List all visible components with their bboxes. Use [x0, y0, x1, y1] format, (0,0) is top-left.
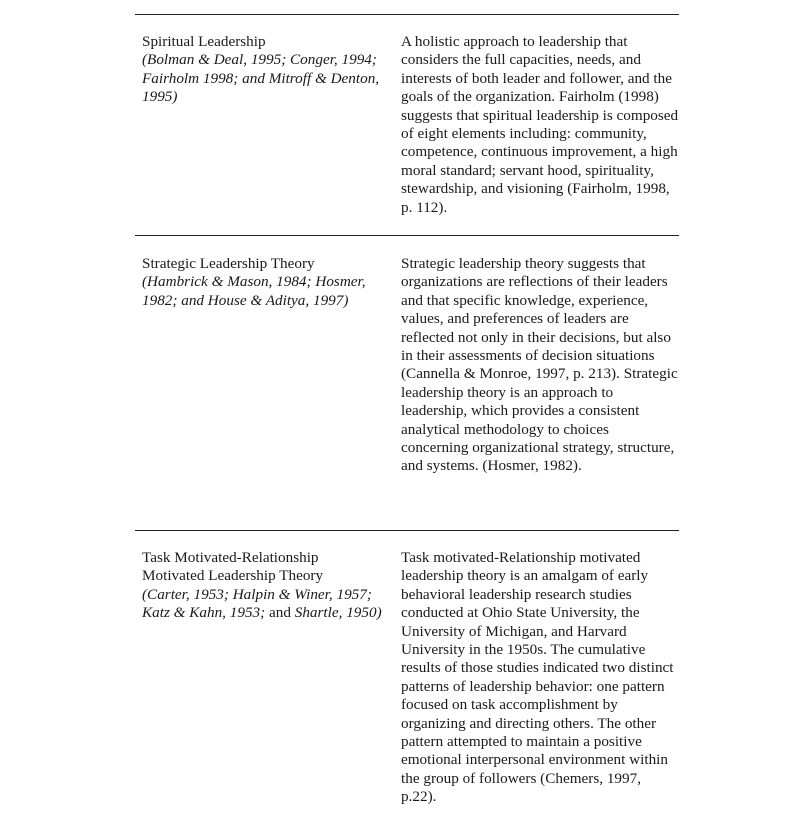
citation-italic: (Carter, 1953; Halpin & Winer, 1957; Katz & Kahn, 1953; — [142, 585, 372, 622]
citation-conjunction: and — [269, 604, 291, 622]
theory-description: A holistic approach to leadership that considers the full capacities, needs, and interests of both leader and follower, and the goals of the organization. Fairholm (1998) suggests that spiritual leadership is composed of eight elements including: community, competence, continuous improvement, a high moral standard; servant hood, spirituality, stewardship, and visioning (Fairholm, 1998, p. 112). — [401, 33, 679, 216]
row-divider — [135, 530, 679, 531]
citation-italic-last: Shartle, 1950) — [294, 604, 382, 622]
theory-description: Task motivated-Relationship motivated leadership theory is an amalgam of early behavioral leadership research studies conducted at Ohio State University, the University of Michigan, and Harvard University in the 1950s. The cumulative results of those studies indicated two distinct patterns of leadership behavior: one pattern focused on task accomplishment by organizing and directing others. The other pattern attempted to maintain a positive emotional interpersonal environment within the group of followers (Chemers, 1997, p.22). — [401, 549, 674, 806]
row-divider — [135, 235, 679, 236]
theory-title: Strategic Leadership Theory — [142, 255, 315, 272]
theory-name-cell — [142, 33, 382, 107]
theory-citation: (Hambrick & Mason, 1984; Hosmer, 1982; and House & Aditya, 1997) — [142, 273, 366, 309]
theory-description: Strategic leadership theory suggests that organizations are reflections of their leaders and that specific knowledge, experience, values, and preferences of leaders are reflected not only in their decisions, but also in their assessments of decision situations (Cannella & Monroe, 1997, p. 213). Strategic leadership theory is an approach to leadership, which provides a consistent analytical methodology to choices concerning organizational strategy, structure, and systems. (Hosmer, 1982). — [401, 255, 678, 475]
table-top-rule — [135, 14, 679, 15]
theory-title: Spiritual Leadership — [142, 33, 266, 50]
theory-name-cell — [142, 255, 382, 310]
theory-citation — [142, 586, 382, 623]
theory-description-cell — [401, 33, 679, 217]
theory-description-cell — [401, 549, 679, 807]
theory-description-cell — [401, 255, 679, 476]
theory-name-cell — [142, 549, 382, 623]
theory-citation: (Bolman & Deal, 1995; Conger, 1994; Fairholm 1998; and Mitroff & Denton, 1995) — [142, 51, 380, 106]
theory-title: Task Motivated-Relationship Motivated Leadership Theory — [142, 549, 324, 585]
